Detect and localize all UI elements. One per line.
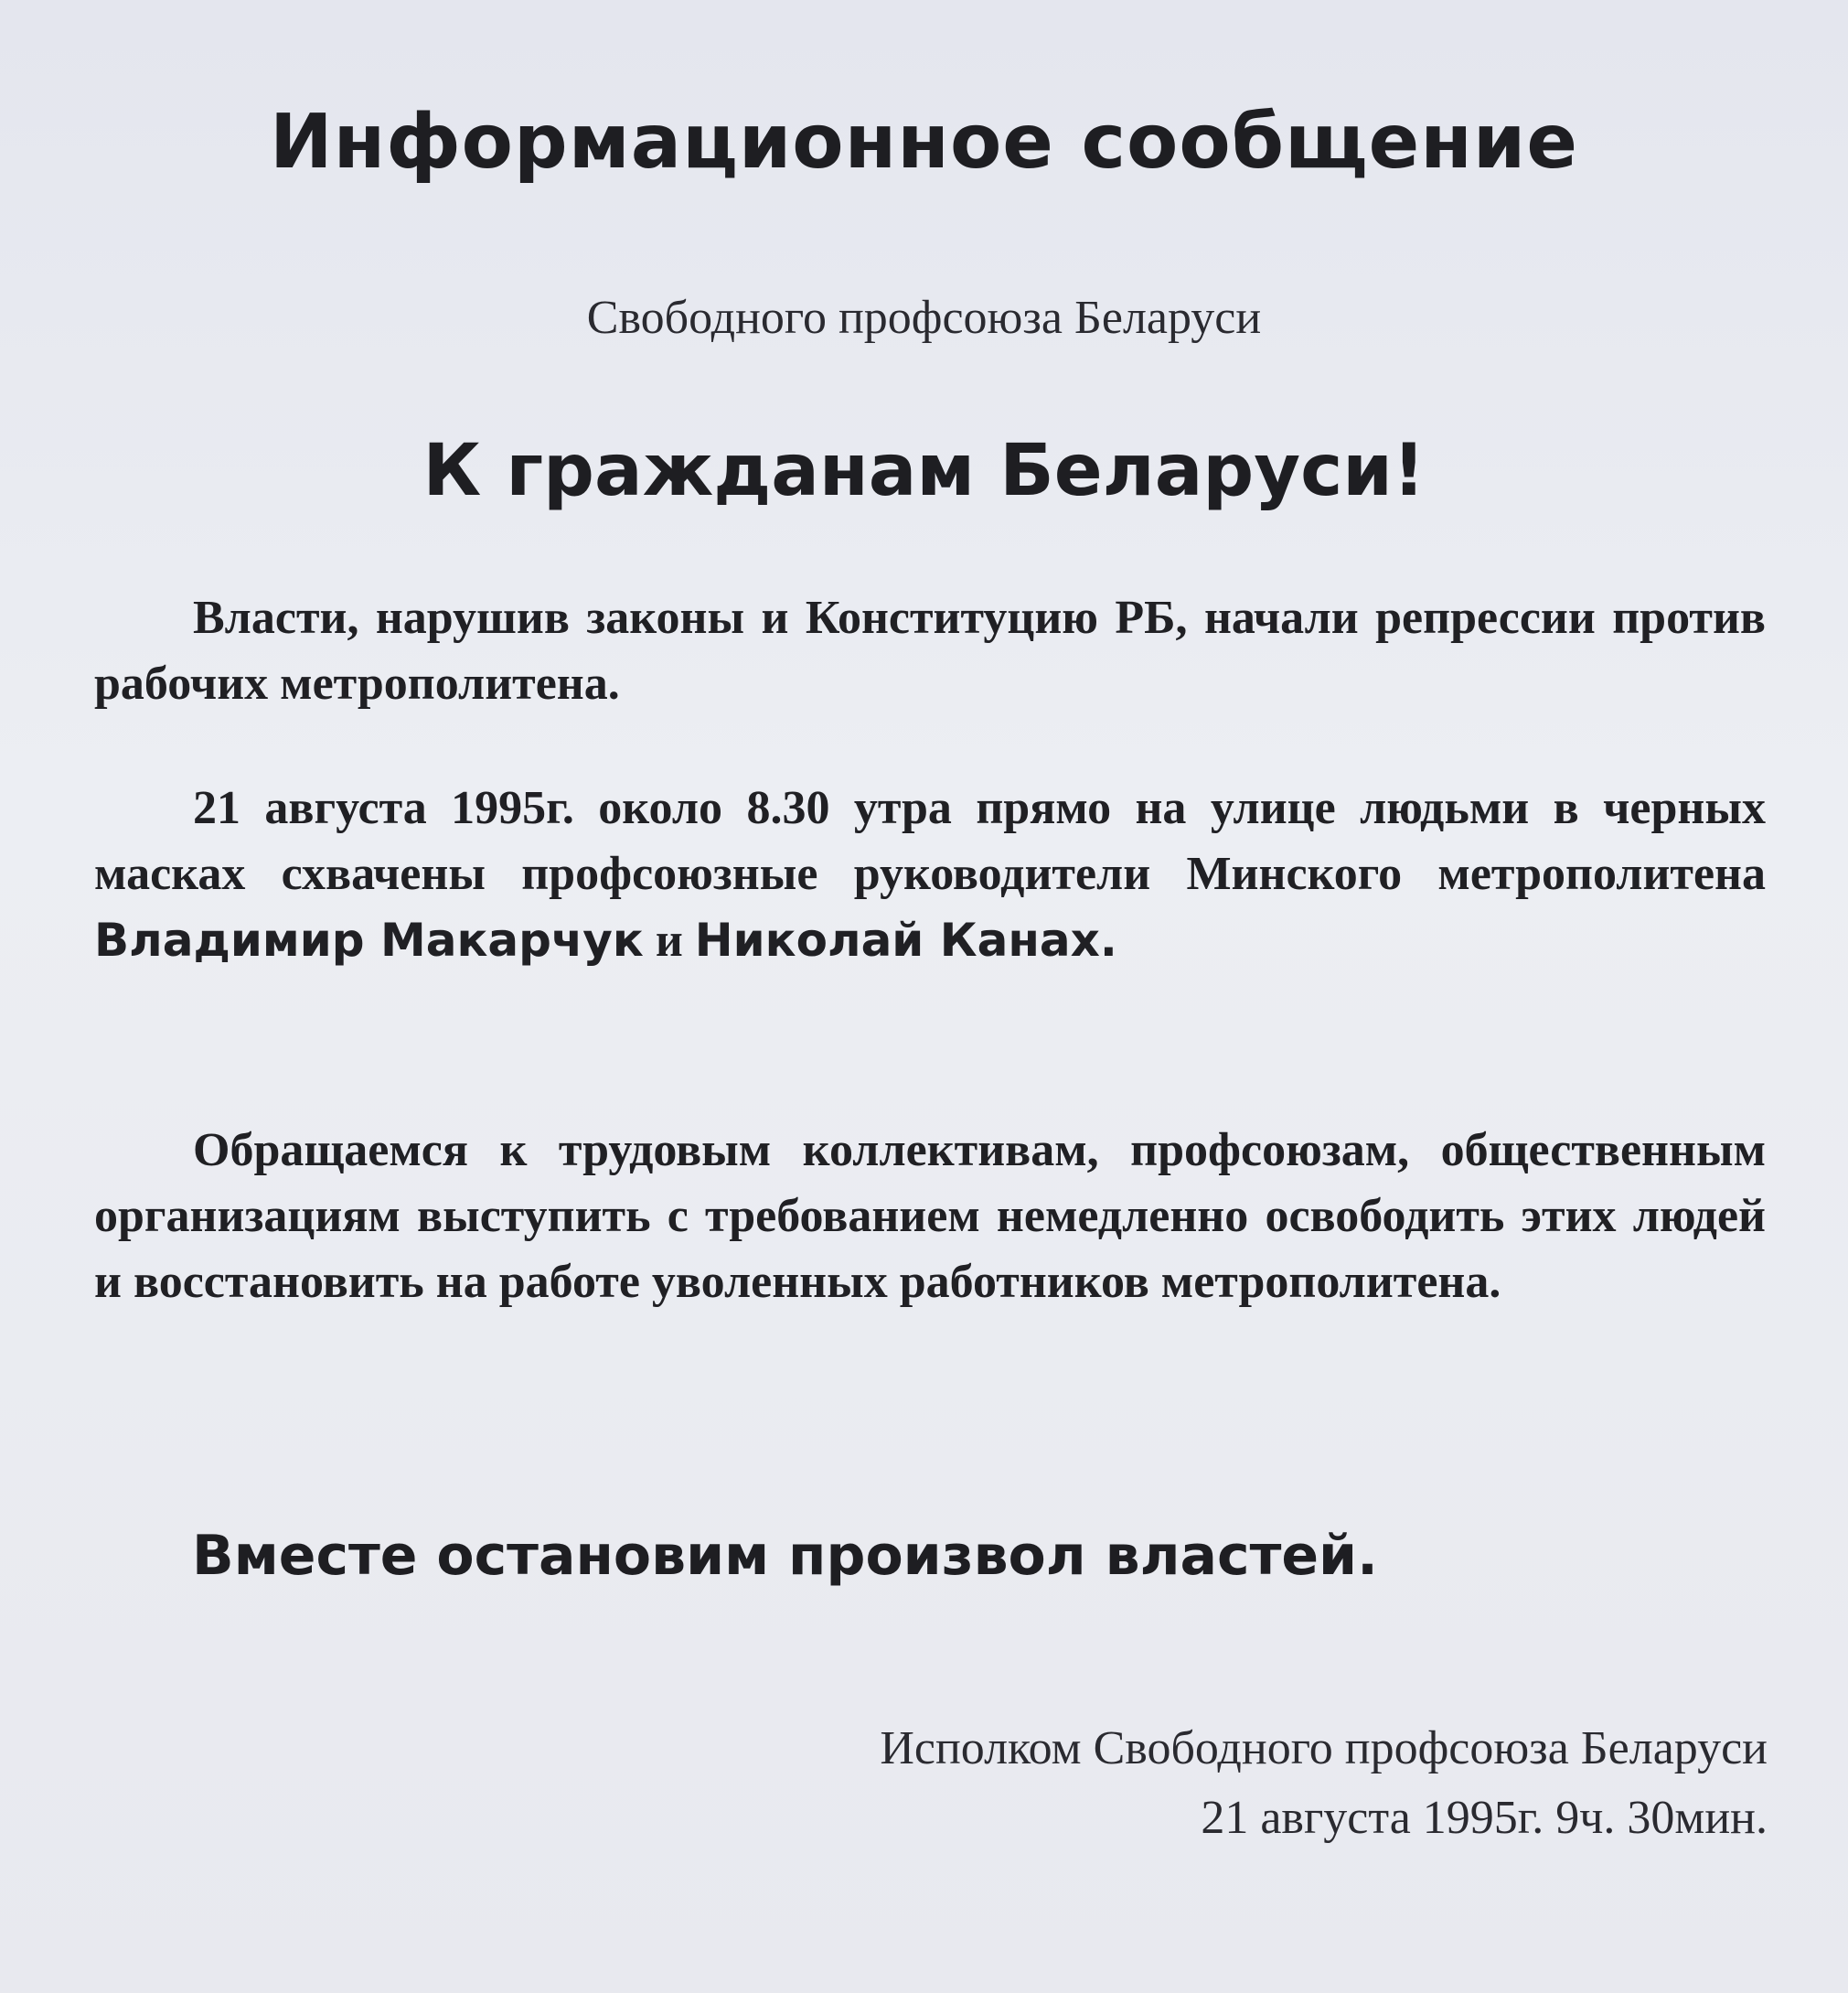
document-title: Информационное сообщение [270,99,1578,186]
sentence-period: . [1099,914,1117,967]
person-name-kanakh: Николай Канах [694,914,1100,967]
paragraph-arrest-text: 21 августа 1995г. около 8.30 утра прямо на улице людьми в черных масках схвачены профсоюзные руководители Минского метрополитена [94,782,1766,900]
slogan: Вместе остановим произвол властей. [192,1524,1378,1588]
conjunction-text: и [643,915,695,967]
signature-datetime: 21 августа 1995г. 9ч. 30мин. [1201,1792,1768,1844]
paragraph-arrest [94,776,1766,974]
document-subtitle: Свободного профсоюза Беларуси [586,292,1262,344]
appeal-heading: К гражданам Беларуси! [422,430,1426,512]
paragraph-appeal: Обращаемся к трудовым коллективам, профсоюзам, общественным организациям выступить с требованием немедленно освободить этих людей и восстановить на работе уволенных работников метрополитена. [94,1124,1766,1308]
signature-organization: Исполком Свободного профсоюза Беларуси [880,1722,1768,1774]
person-name-makarchuk: Владимир Макарчук [94,914,644,967]
paragraph-repressions: Власти, нарушив законы и Конституцию РБ, начали репрессии против рабочих метрополитена. [94,592,1766,710]
